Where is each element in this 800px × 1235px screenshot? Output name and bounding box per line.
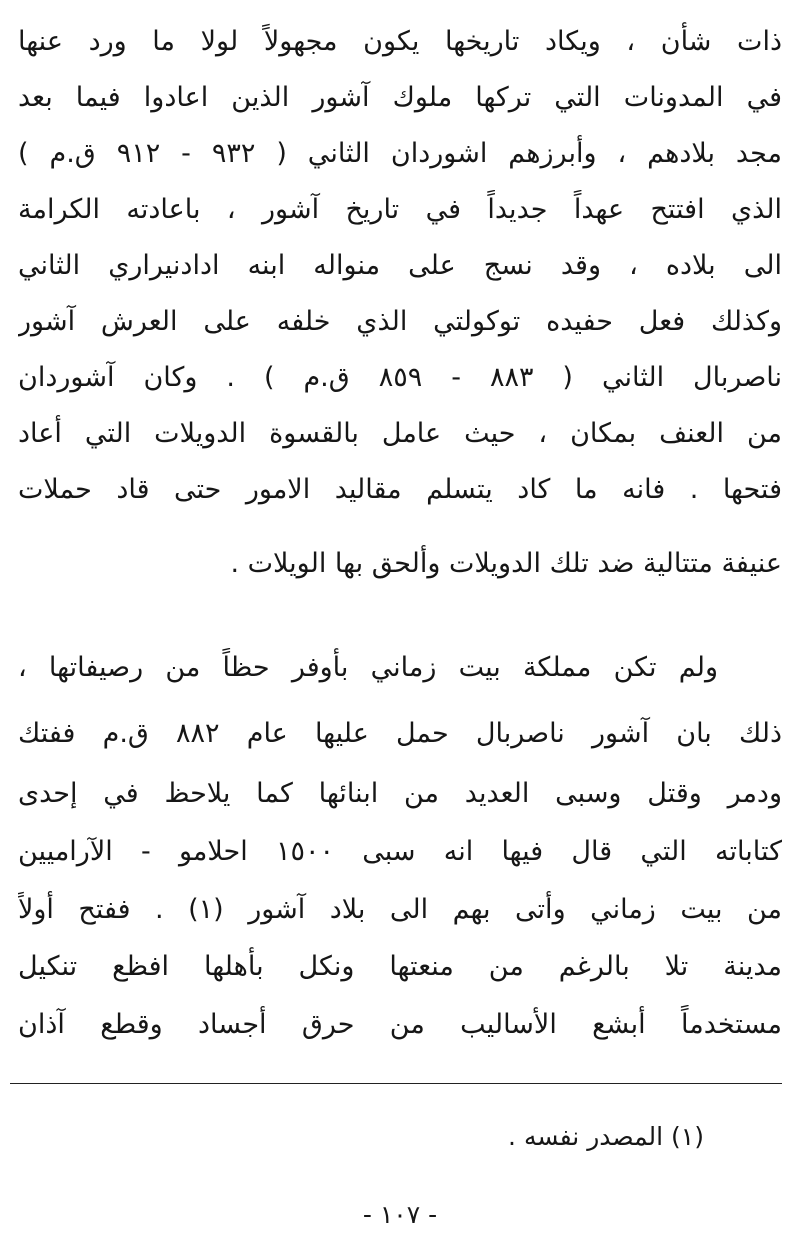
paragraph-1-line-1: ذات شأن ، ويكاد تاريخها يكون مجهولاً لولا ما ورد عنها	[18, 26, 782, 57]
paragraph-2-line-6: مدينة تلا بالرغم من منعتها ونكل بأهلها افظع تنكيل	[18, 951, 782, 982]
footnote: (١) المصدر نفسه .	[508, 1122, 704, 1151]
paragraph-1-line-8: من العنف بمكان ، حيث عامل بالقسوة الدويلات التي أعاد	[18, 418, 782, 449]
paragraph-1-line-10: عنيفة متتالية ضد تلك الدويلات وألحق بها الويلات .	[230, 548, 782, 579]
paragraph-1-line-2: في المدونات التي تركها ملوك آشور الذين اعادوا فيما بعد	[18, 82, 782, 113]
paragraph-1-line-7: ناصربال الثاني ( ٨٨٣ - ٨٥٩ ق.م ) . وكان آشوردان	[18, 362, 782, 393]
page-number: - ١٠٧ -	[362, 1200, 438, 1229]
paragraph-2-line-4: كتاباته التي قال فيها انه سبى ١٥٠٠ احلامو - الآراميين	[18, 836, 782, 867]
paragraph-2-line-2: ذلك بان آشور ناصربال حمل عليها عام ٨٨٢ ق.م ففتك	[18, 718, 782, 749]
paragraph-1-line-3: مجد بلادهم ، وأبرزهم اشوردان الثاني ( ٩٣٢ - ٩١٢ ق.م )	[18, 138, 782, 169]
paragraph-1-line-4: الذي افتتح عهداً جديداً في تاريخ آشور ، باعادته الكرامة	[18, 194, 782, 225]
paragraph-2-line-1: ولم تكن مملكة بيت زماني بأوفر حظاً من رصيفاتها ،	[18, 652, 718, 683]
paragraph-1-line-9: فتحها . فانه ما كاد يتسلم مقاليد الامور حتى قاد حملات	[18, 474, 782, 505]
footnote-separator	[10, 1083, 782, 1084]
paragraph-2-line-3: ودمر وقتل وسبى العديد من ابنائها كما يلاحظ في إحدى	[18, 778, 782, 809]
paragraph-2-line-7: مستخدماً أبشع الأساليب من حرق أجساد وقطع آذان	[18, 1009, 782, 1040]
paragraph-1-line-6: وكذلك فعل حفيده توكولتي الذي خلفه على العرش آشور	[18, 306, 782, 337]
paragraph-1-line-5: الى بلاده ، وقد نسج على منواله ابنه ادادنيراري الثاني	[18, 250, 782, 281]
paragraph-2-line-5: من بيت زماني وأتى بهم الى بلاد آشور (١) . ففتح أولاً	[18, 894, 782, 925]
